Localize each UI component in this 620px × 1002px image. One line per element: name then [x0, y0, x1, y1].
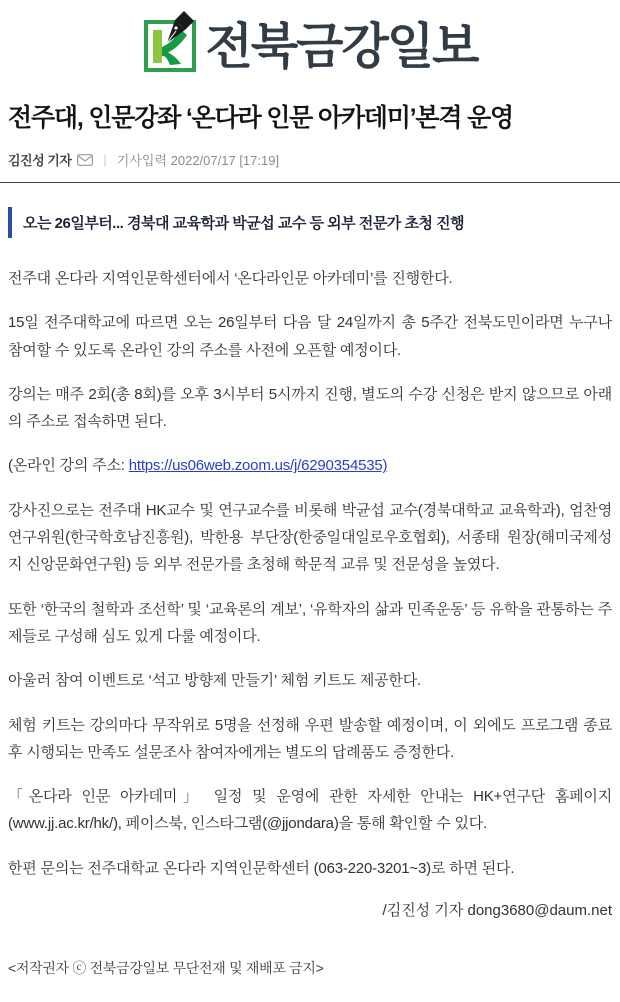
- byline-separator: |: [103, 152, 107, 167]
- newspaper-k-pen-icon: [142, 8, 200, 76]
- paragraph: 「온다라 인문 아카데미」 일정 및 운영에 관한 자세한 안내는 HK+연구단 홈페이지(www.jj.ac.kr/hk/), 페이스북, 인스타그램(@jjondara)을 통해 확인할 수 있다.: [8, 788, 612, 833]
- copyright-notice: <저작권자 ⓒ 전북금강일보 무단전재 및 재배포 금지>: [8, 960, 324, 977]
- zoom-lecture-link[interactable]: https://us06web.zoom.us/j/6290354535): [128, 457, 388, 475]
- reporter-signature: /김진성 기자 dong3680@daum.net: [382, 902, 612, 920]
- reporter-name: 김진성 기자: [8, 153, 72, 168]
- paragraph: 강의는 매주 2회(총 8회)를 오후 3시부터 5시까지 진행, 별도의 수강 신청은 받지 않으므로 아래의 주소로 접속하면 된다.: [8, 385, 612, 431]
- paragraph: 또한 ‘한국의 철학과 조선학’ 및 ‘교육론의 계보’, ‘유학자의 삶과 민족운동’ 등 유학을 관통하는 주제들로 구성해 심도 있게 다룰 예정이다.: [8, 600, 612, 645]
- paragraph: 전주대 온다라 지역인문학센터에서 ‘온다라인문 아카데미’를 진행한다.: [8, 270, 453, 287]
- article-body: [8, 265, 612, 882]
- paragraph: 강사진으로는 전주대 HK교수 및 연구교수를 비롯해 박균섭 교수(경북대학교 교육학과), 엄찬영 연구위원(한국학호남진흥원), 박한용 부단장(한중일대일로우호협회), 서종태 원장(해미국제성지 신앙문화연구원) 등 외부 전문가를 초청해 학문적 교류 및 전문성을 높였다.: [8, 501, 612, 574]
- paragraph: 아울러 참여 이벤트로 ‘석고 방향제 만들기’ 체험 키트도 제공한다.: [8, 672, 421, 690]
- header-divider: [0, 182, 620, 183]
- masthead-title: 전북금강일보: [205, 19, 478, 74]
- envelope-icon[interactable]: [77, 154, 93, 166]
- paragraph: 체험 키트는 강의마다 무작위로 5명을 선정해 우편 발송할 예정이며, 이 외에도 프로그램 종료 후 시행되는 만족도 설문조사 참여자에게는 별도의 답례품도 증정한다.: [8, 716, 612, 761]
- paragraph: 15일 전주대학교에 따르면 오는 26일부터 다음 달 24일까지 총 5주간 전북도민이라면 누구나 참여할 수 있도록 온라인 강의 주소를 사전에 오픈할 예정이다.: [8, 314, 612, 359]
- link-prefix: (온라인 강의 주소:: [8, 457, 129, 475]
- paragraph-with-link: [8, 452, 612, 479]
- article-subtitle: 오는 26일부터... 경북대 교육학과 박균섭 교수 등 외부 전문가 초청 진행: [8, 207, 612, 238]
- published-timestamp: 기사입력 2022/07/17 [17:19]: [116, 153, 280, 168]
- article-title: 전주대, 인문강좌 ‘온다라 인문 아카데미’본격 운영: [8, 104, 513, 132]
- paragraph: 한편 문의는 전주대학교 온다라 지역인문학센터 (063-220-3201~3)로 하면 된다.: [8, 859, 515, 877]
- byline: [8, 150, 612, 169]
- masthead-logo[interactable]: [8, 6, 612, 78]
